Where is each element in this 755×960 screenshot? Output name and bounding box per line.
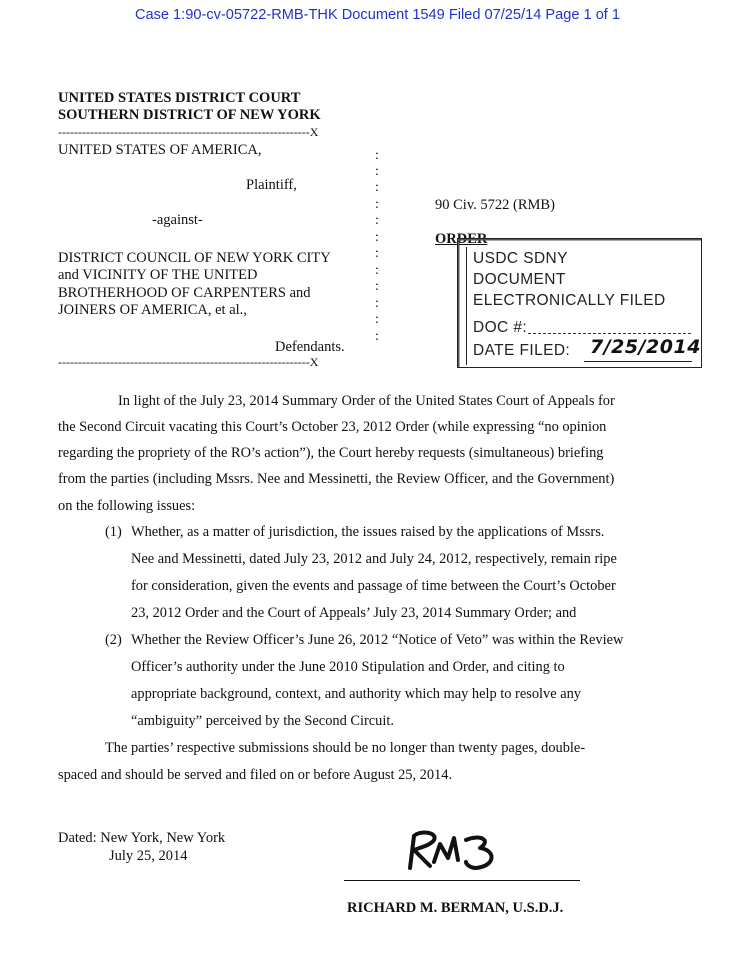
body-line: on the following issues:: [58, 498, 196, 514]
caption-colon: :: [375, 197, 379, 212]
defendant-line: JOINERS OF AMERICA, et al.,: [58, 302, 247, 318]
item-line: Nee and Messinetti, dated July 23, 2012 and July 24, 2012, respectively, remain ripe: [131, 551, 617, 567]
body-line: In light of the July 23, 2014 Summary Order of the United States Court of Appeals for: [118, 393, 615, 409]
defendant-line: and VICINITY OF THE UNITED: [58, 267, 258, 283]
item-line: “ambiguity” perceived by the Second Circuit.: [131, 713, 394, 729]
stamp-doc-number-blank: [528, 333, 691, 334]
body-line: spaced and should be served and filed on or before August 25, 2014.: [58, 767, 453, 783]
item-line: Whether, as a matter of jurisdiction, the issues raised by the applications of Mssrs.: [131, 524, 605, 540]
item-line: appropriate background, context, and authority which may help to resolve any: [131, 686, 581, 702]
caption-colon: :: [375, 312, 379, 327]
caption-divider-bottom: ---------------------------------------------------------------X: [58, 355, 319, 369]
signature-line: [344, 880, 580, 881]
body-line: regarding the propriety of the RO’s action”), the Court hereby requests (simultaneous) briefing: [58, 445, 604, 461]
defendant-line: BROTHERHOOD OF CARPENTERS and: [58, 285, 311, 301]
plaintiff-name: UNITED STATES OF AMERICA,: [58, 142, 262, 158]
stamp-date-filed: DATE FILED:: [473, 342, 571, 359]
case-header: Case 1:90-cv-05722-RMB-THK Document 1549 Filed 07/25/14 Page 1 of 1: [134, 7, 621, 23]
caption-colon: :: [375, 296, 379, 311]
case-number: 90 Civ. 5722 (RMB): [435, 197, 555, 213]
signature-initials: [400, 826, 510, 883]
defendant-line: DISTRICT COUNCIL OF NEW YORK CITY: [58, 250, 331, 266]
item-number: (2): [105, 632, 122, 648]
order-title: ORDER: [435, 231, 488, 247]
caption-colon: :: [375, 263, 379, 278]
item-line: Whether the Review Officer’s June 26, 2012 “Notice of Veto” was within the Review: [131, 632, 624, 648]
body-line: The parties’ respective submissions should be no longer than twenty pages, double-: [105, 740, 586, 756]
stamp-document: DOCUMENT: [473, 271, 566, 288]
against-label: -against-: [152, 212, 203, 228]
judge-name: RICHARD M. BERMAN, U.S.D.J.: [347, 900, 564, 916]
caption-colon: :: [375, 246, 379, 261]
plaintiff-label: Plaintiff,: [246, 177, 297, 193]
caption-colon: :: [375, 213, 379, 228]
body-line: the Second Circuit vacating this Court’s October 23, 2012 Order (while expressing “no opinion: [58, 419, 607, 435]
item-line: Officer’s authority under the June 2010 Stipulation and Order, and citing to: [131, 659, 565, 675]
caption-colon: :: [375, 230, 379, 245]
stamp-court: USDC SDNY: [473, 250, 568, 267]
caption-colon: :: [375, 148, 379, 163]
body-line: from the parties (including Mssrs. Nee and Messinetti, the Review Officer, and the Government): [58, 471, 615, 487]
dated-label: Dated: New York, New York: [58, 830, 226, 846]
item-line: 23, 2012 Order and the Court of Appeals’ July 23, 2014 Summary Order; and: [131, 605, 577, 621]
item-number: (1): [105, 524, 122, 540]
dated-date: July 25, 2014: [109, 848, 188, 864]
stamp-doc-number: DOC #:: [473, 319, 528, 336]
caption-colon: :: [375, 180, 379, 195]
caption-colon: :: [375, 164, 379, 179]
stamp-date-underline: [584, 361, 692, 362]
stamp-date-handwritten: 7/25/2014: [590, 336, 701, 358]
court-name-line1: UNITED STATES DISTRICT COURT: [58, 90, 301, 106]
stamp-electronically-filed: ELECTRONICALLY FILED: [473, 292, 666, 309]
item-line: for consideration, given the events and passage of time between the Court’s October: [131, 578, 616, 594]
defendants-label: Defendants.: [275, 339, 345, 355]
caption-divider-top: ---------------------------------------------------------------X: [58, 125, 319, 139]
court-name-line2: SOUTHERN DISTRICT OF NEW YORK: [58, 107, 321, 123]
caption-colon: :: [375, 279, 379, 294]
caption-colon: :: [375, 329, 379, 344]
